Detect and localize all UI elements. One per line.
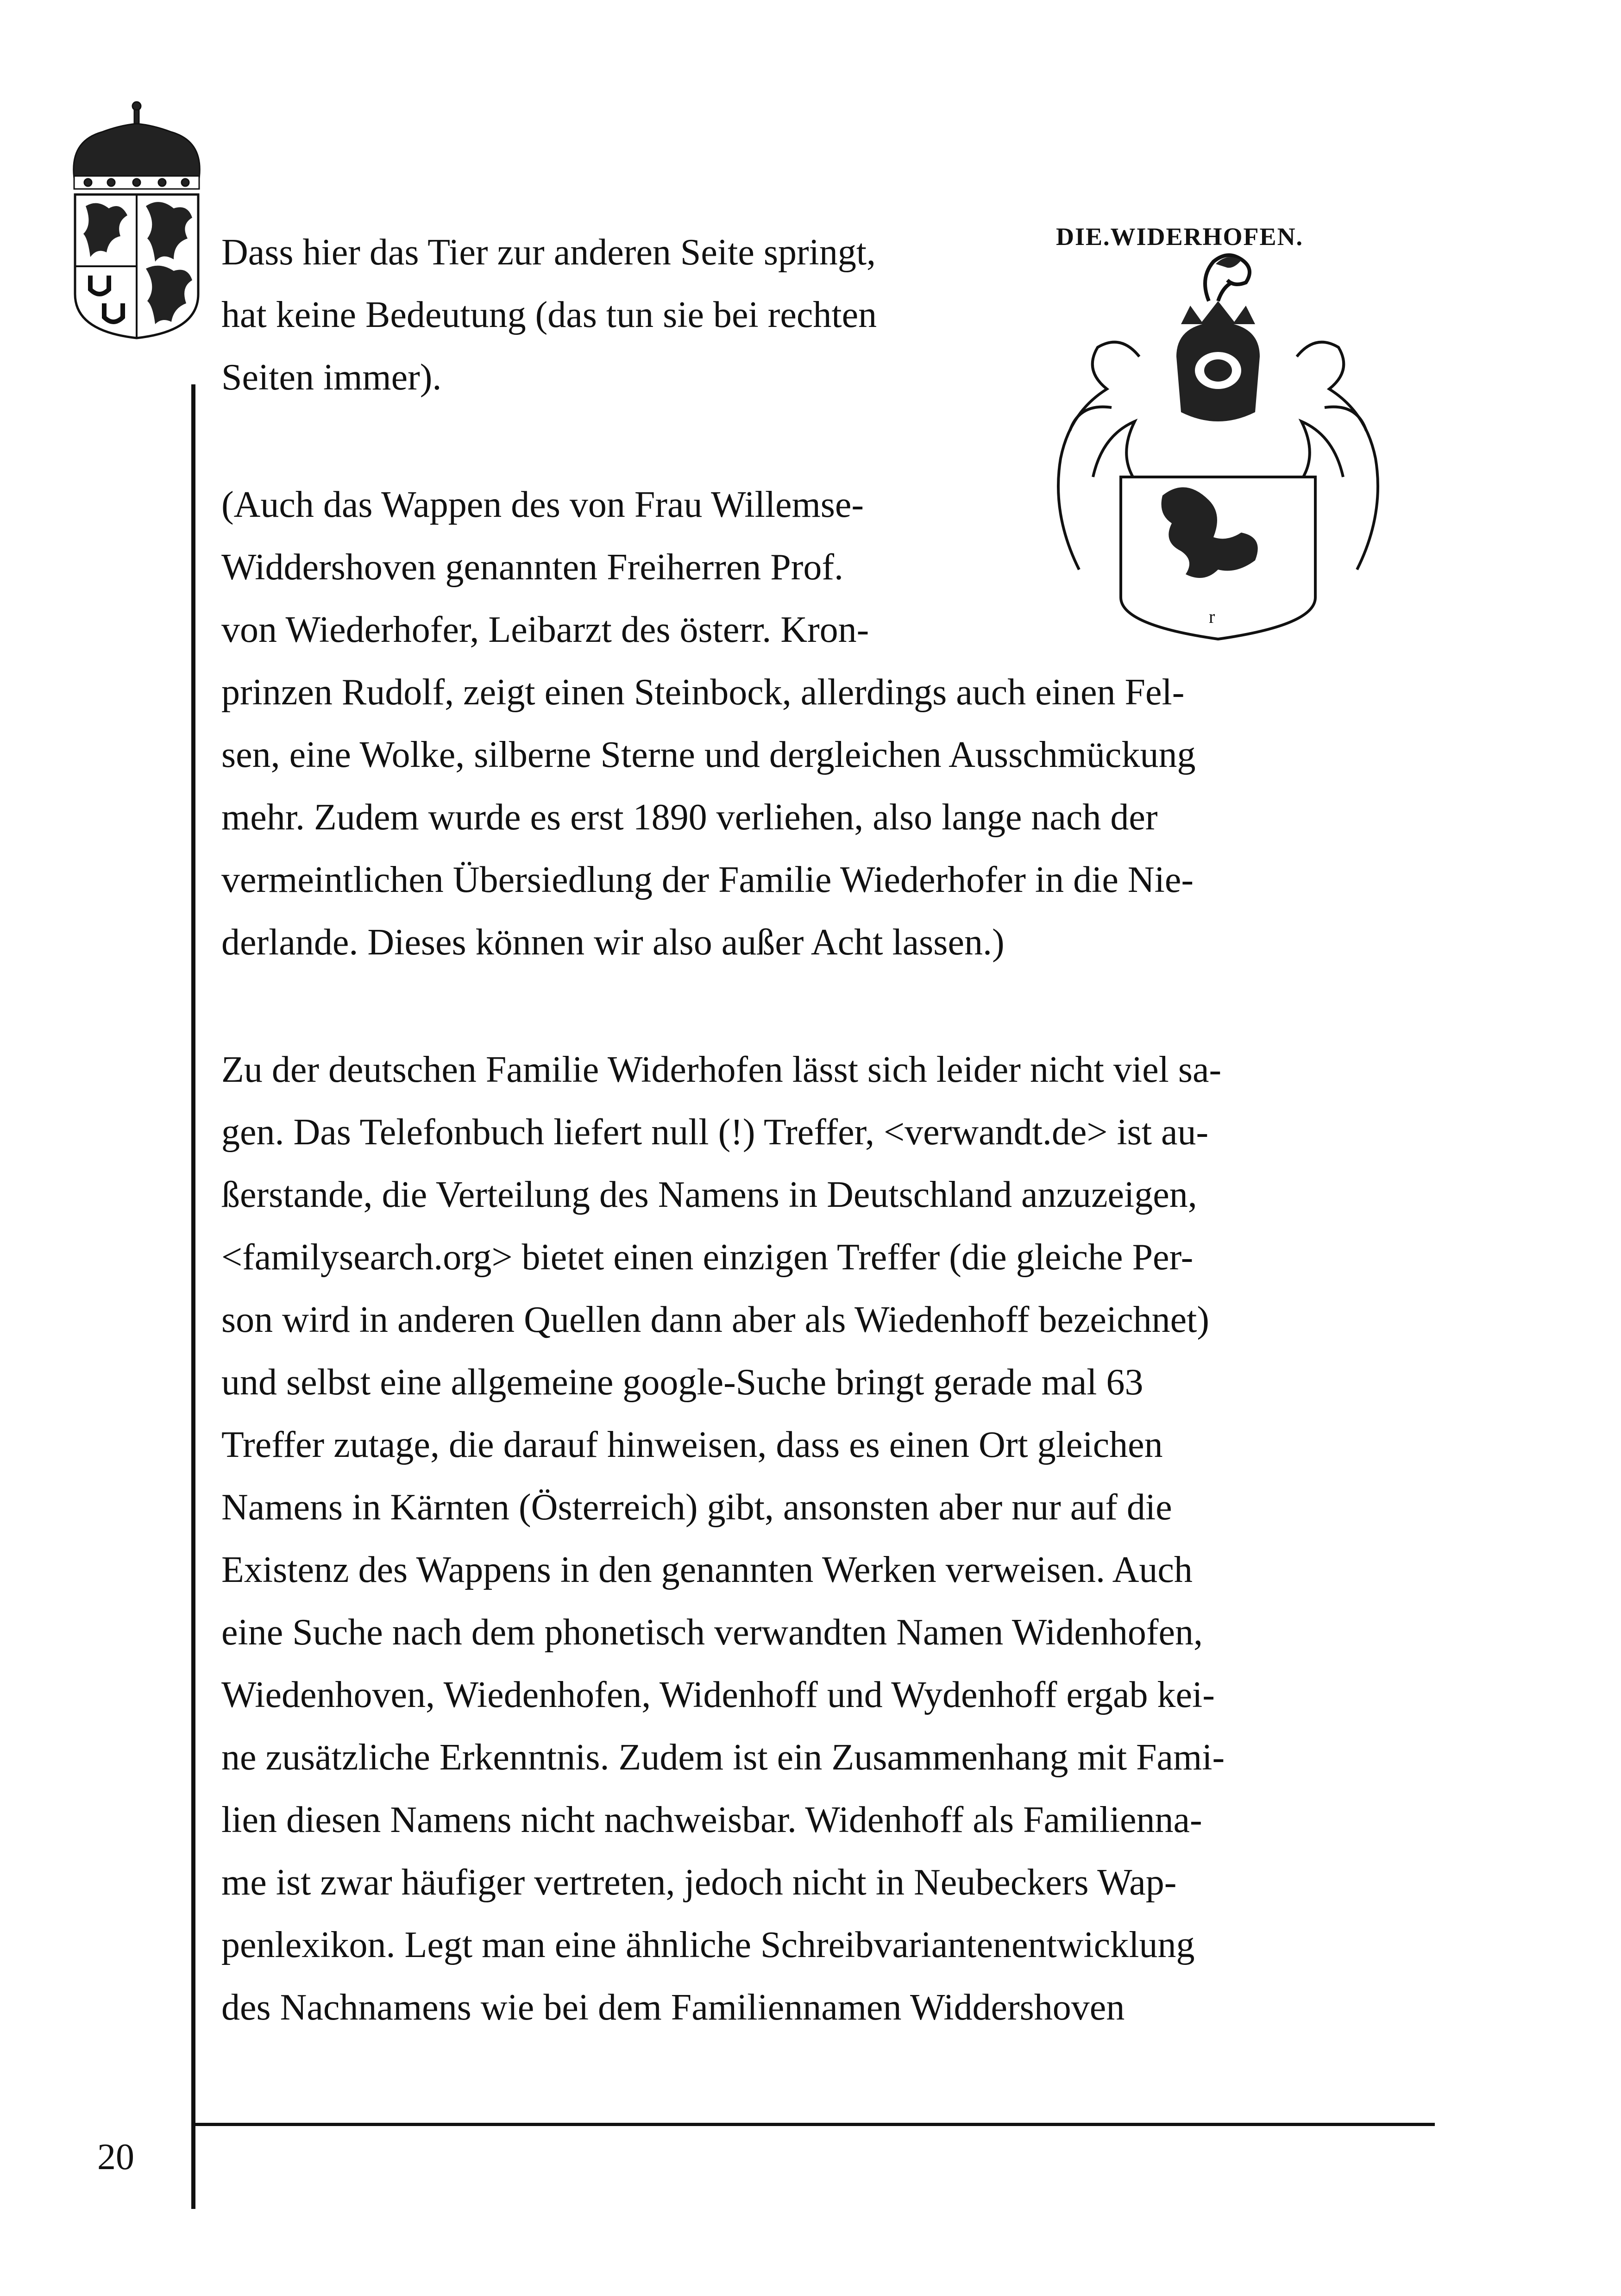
text-line: Widdershoven genannten Freiherren Prof. [221, 547, 844, 588]
text-line: gen. Das Telefonbuch liefert null (!) Treffer, <verwandt.de> ist au- [221, 1112, 1209, 1153]
text-line: und selbst eine allgemeine google-Suche bringt gerade mal 63 [221, 1362, 1143, 1403]
text-line: Seiten immer). [221, 357, 442, 398]
text-line: son wird in anderen Quellen dann aber als Wiedenhoff bezeichnet) [221, 1299, 1210, 1340]
text-line: Wiedenhoven, Wiedenhofen, Widenhoff und Wydenhoff ergab kei- [221, 1675, 1215, 1715]
text-line: Dass hier das Tier zur anderen Seite springt, [221, 232, 876, 273]
text-line: penlexikon. Legt man eine ähnliche Schreibvariantenentwicklung [221, 1925, 1195, 1965]
text-line: sen, eine Wolke, silberne Sterne und dergleichen Ausschmückung [221, 734, 1196, 775]
text-line: lien diesen Namens nicht nachweisbar. Widenhoff als Familienna- [221, 1800, 1202, 1840]
text-line: hat keine Bedeutung (das tun sie bei rechten [221, 295, 877, 335]
text-line: me ist zwar häufiger vertreten, jedoch nicht in Neubeckers Wap- [221, 1862, 1177, 1903]
family-crest-icon [65, 100, 208, 340]
text-line: derlande. Dieses können wir also außer Acht lassen.) [221, 922, 1005, 963]
text-line: ßerstande, die Verteilung des Namens in Deutschland anzuzeigen, [221, 1174, 1197, 1215]
widerhofen-coat-of-arms [1024, 218, 1413, 644]
svg-text:r: r [1209, 606, 1215, 627]
text-line: Namens in Kärnten (Österreich) gibt, ansonsten aber nur auf die [221, 1487, 1172, 1528]
text-line: Zu der deutschen Familie Widerhofen lässt sich leider nicht viel sa- [221, 1049, 1222, 1090]
text-line: eine Suche nach dem phonetisch verwandten Namen Widenhofen, [221, 1612, 1203, 1653]
page-number: 20 [97, 2137, 134, 2177]
text-line: prinzen Rudolf, zeigt einen Steinbock, allerdings auch einen Fel- [221, 672, 1185, 713]
text-line: Treffer zutage, die darauf hinweisen, dass es einen Ort gleichen [221, 1424, 1163, 1465]
figure-caption: DIE.WIDERHOFEN. [1056, 223, 1304, 251]
text-line: des Nachnamens wie bei dem Familiennamen Widdershoven [221, 1987, 1125, 2028]
text-line: von Wiederhofer, Leibarzt des österr. Kron- [221, 609, 869, 650]
text-line: <familysearch.org> bietet einen einzigen Treffer (die gleiche Per- [221, 1237, 1194, 1278]
text-line: Existenz des Wappens in den genannten Werken verweisen. Auch [221, 1549, 1193, 1590]
text-line: (Auch das Wappen des von Frau Willemse- [221, 484, 864, 525]
text-line: ne zusätzliche Erkenntnis. Zudem ist ein Zusammenhang mit Fami- [221, 1737, 1225, 1778]
vertical-rule [191, 384, 195, 2209]
text-line: mehr. Zudem wurde es erst 1890 verliehen, also lange nach der [221, 797, 1158, 838]
text-line: vermeintlichen Übersiedlung der Familie Wiederhofer in die Nie- [221, 859, 1194, 900]
horizontal-rule [191, 2123, 1435, 2126]
